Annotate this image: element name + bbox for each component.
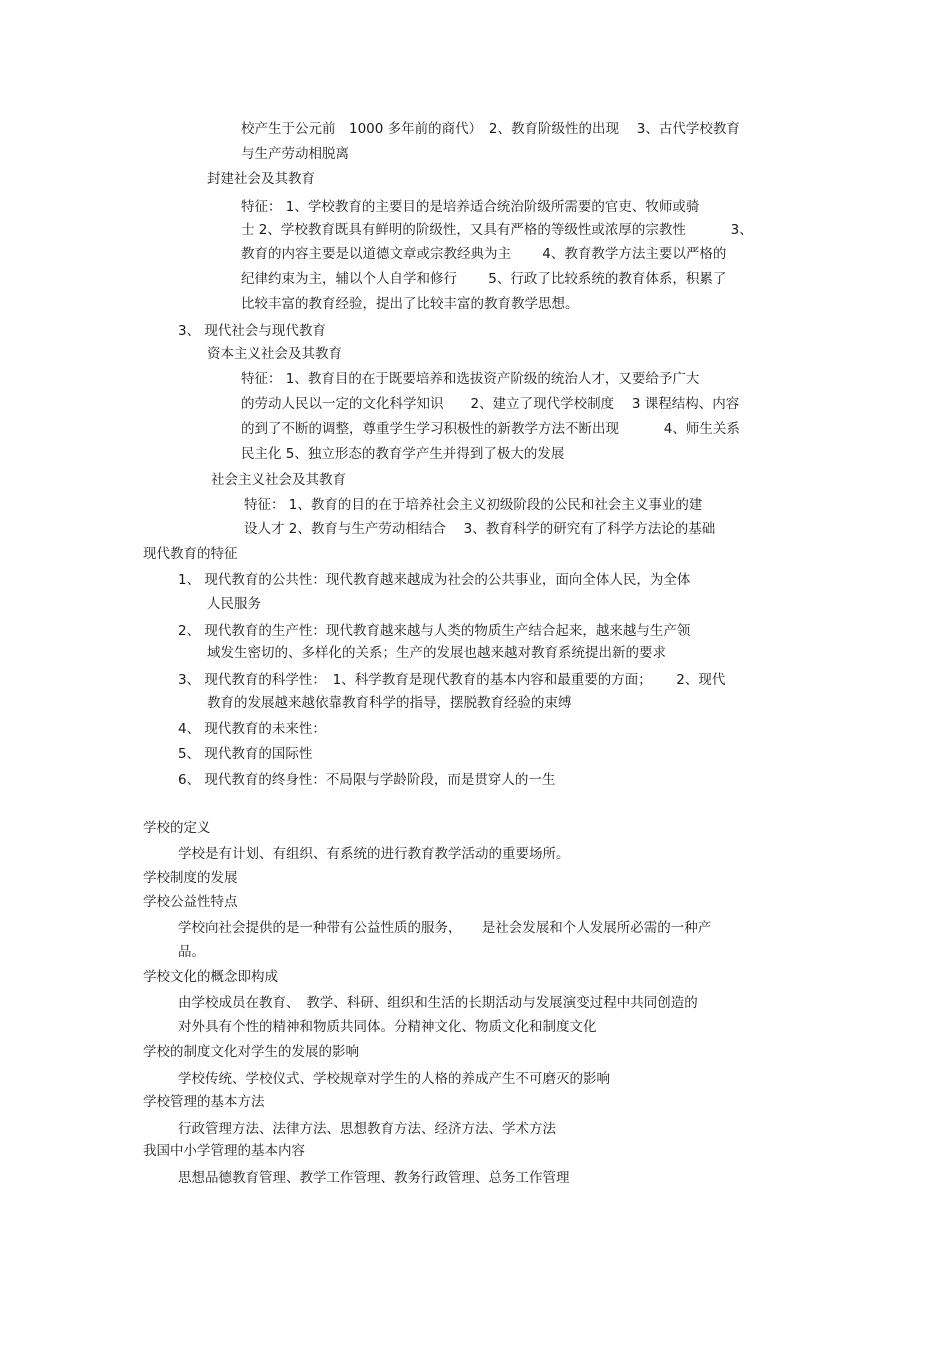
text-line: 特征： 1、教育目的在于既要培养和选拔资产阶级的统治人才，又要给予广大 xyxy=(241,371,700,387)
list-item: 6、 现代教育的终身性：不局限与学龄阶段，而是贯穿人的一生 xyxy=(178,772,556,788)
text-line: 的到了不断的调整，尊重学生学习积极性的新教学方法不断出现 4、师生关系 xyxy=(241,421,740,437)
section-heading: 学校的制度文化对学生的发展的影响 xyxy=(143,1044,359,1060)
section-heading: 资本主义社会及其教育 xyxy=(207,346,342,362)
text-line: 士 2、学校教育既具有鲜明的阶级性，又具有严格的等级性或浓厚的宗教性 3、 xyxy=(241,222,753,238)
text-line: 的劳动人民以一定的文化科学知识 2、建立了现代学校制度 3 课程结构、内容 xyxy=(241,396,740,412)
text-line: 学校向社会提供的是一种带有公益性质的服务， 是社会发展和个人发展所必需的一种产 xyxy=(178,920,712,936)
text-line: 比较丰富的教育经验，提出了比较丰富的教育教学思想。 xyxy=(241,296,579,312)
section-heading: 学校制度的发展 xyxy=(143,870,238,886)
text-line: 教育的发展越来越依靠教育科学的指导，摆脱教育经验的束缚 xyxy=(207,695,572,711)
text-line: 与生产劳动相脱离 xyxy=(241,146,349,162)
section-heading: 我国中小学管理的基本内容 xyxy=(143,1143,305,1159)
text-line: 民主化 5、独立形态的教育学产生并得到了极大的发展 xyxy=(241,446,565,462)
list-item: 4、 现代教育的未来性： xyxy=(178,721,326,737)
section-heading: 学校管理的基本方法 xyxy=(143,1094,265,1110)
text-line: 设人才 2、教育与生产劳动相结合 3、教育科学的研究有了科学方法论的基础 xyxy=(244,521,716,537)
text-line: 校产生于公元前 1000 多年前的商代） 2、教育阶级性的出现 3、古代学校教育 xyxy=(241,121,740,137)
text-line: 行政管理方法、法律方法、思想教育方法、经济方法、学术方法 xyxy=(178,1121,556,1137)
section-heading: 封建社会及其教育 xyxy=(207,171,315,187)
section-heading: 社会主义社会及其教育 xyxy=(211,472,346,488)
text-line: 域发生密切的、多样化的关系；生产的发展也越来越对教育系统提出新的要求 xyxy=(207,645,666,661)
section-heading: 3、 现代社会与现代教育 xyxy=(178,323,326,339)
section-heading: 学校文化的概念即构成 xyxy=(143,969,278,985)
text-line: 教育的内容主要是以道德文章或宗教经典为主 4、教育教学方法主要以严格的 xyxy=(241,246,727,262)
text-line: 学校传统、学校仪式、学校规章对学生的人格的养成产生不可磨灭的影响 xyxy=(178,1071,610,1087)
section-heading: 学校公益性特点 xyxy=(143,894,238,910)
text-line: 对外具有个性的精神和物质共同体。分精神文化、物质文化和制度文化 xyxy=(178,1019,597,1035)
text-line: 思想品德教育管理、教学工作管理、教务行政管理、总务工作管理 xyxy=(178,1170,570,1186)
text-line: 品。 xyxy=(178,944,205,960)
text-line: 由学校成员在教育、 教学、科研、组织和生活的长期活动与发展演变过程中共同创造的 xyxy=(178,995,698,1011)
section-heading: 学校的定义 xyxy=(143,820,211,836)
list-item: 1、 现代教育的公共性：现代教育越来越成为社会的公共事业，面向全体人民，为全体 xyxy=(178,572,691,588)
text-line: 特征： 1、学校教育的主要目的是培养适合统治阶级所需要的官吏、牧师或骑 xyxy=(241,199,700,215)
list-item: 3、 现代教育的科学性： 1、科学教育是现代教育的基本内容和最重要的方面； 2、现代 xyxy=(178,672,726,688)
list-item: 2、 现代教育的生产性：现代教育越来越与人类的物质生产结合起来，越来越与生产领 xyxy=(178,623,691,639)
list-item: 5、 现代教育的国际性 xyxy=(178,746,313,762)
text-line: 纪律约束为主，辅以个人自学和修行 5、行政了比较系统的教育体系，积累了 xyxy=(241,271,727,287)
text-line: 特征： 1、教育的目的在于培养社会主义初级阶段的公民和社会主义事业的建 xyxy=(244,497,703,513)
text-line: 学校是有计划、有组织、有系统的进行教育教学活动的重要场所。 xyxy=(178,846,570,862)
section-heading: 现代教育的特征 xyxy=(143,546,238,562)
text-line: 人民服务 xyxy=(207,596,261,612)
